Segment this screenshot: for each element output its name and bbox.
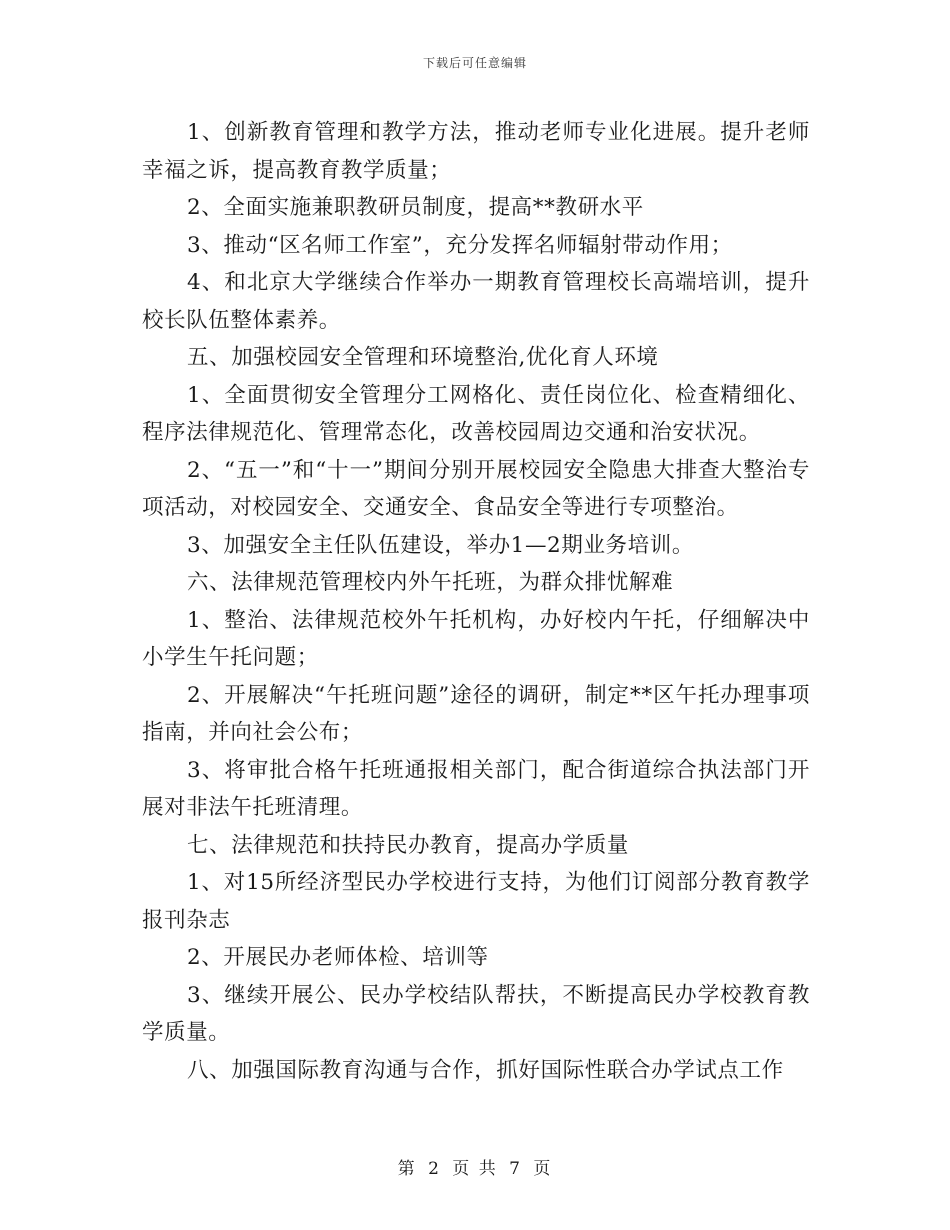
page-header: 下载后可任意编辑 xyxy=(422,56,527,70)
paragraph: 1、对15所经济型民办学校进行支持，为他们订阅部分教育教学报刊杂志 xyxy=(142,870,810,933)
paragraph: 3、将审批合格午托班通报相关部门，配合街道综合执法部门开展对非法午托班清理。 xyxy=(142,757,810,820)
paragraph: 2、“五一”和“十一”期间分别开展校园安全隐患大排查大整治专项活动，对校园安全、交通安全、食品安全等进行专项整治。 xyxy=(142,457,810,520)
section-heading: 七、法律规范和扶持民办教育，提高办学质量 xyxy=(187,832,630,858)
document-body xyxy=(142,114,810,1089)
section-heading: 六、法律规范管理校内外午托班，为群众排忧解难 xyxy=(187,570,674,595)
paragraph: 2、开展解决“午托班问题”途径的调研，制定**区午托办理事项指南，并向社会公布； xyxy=(142,682,810,745)
paragraph: 1、整治、法律规范校外午托机构，办好校内午托，仔细解决中小学生午托问题； xyxy=(142,607,810,670)
paragraph: 3、推动“区名师工作室”，充分发挥名师辐射带动作用； xyxy=(187,232,733,258)
paragraph: 3、继续开展公、民办学校结队帮扶，不断提高民办学校教育教学质量。 xyxy=(142,982,810,1045)
footer-suffix: 页 xyxy=(533,1159,553,1179)
section-heading: 五、加强校园安全管理和环境整治,优化育人环境 xyxy=(187,345,659,370)
paragraph: 3、加强安全主任队伍建设，举办1—2期业务培训。 xyxy=(187,532,694,558)
page-number: 2 xyxy=(428,1159,441,1179)
page-total: 7 xyxy=(509,1159,522,1179)
footer-prefix: 第 xyxy=(397,1159,417,1179)
paragraph: 1、全面贯彻安全管理分工网格化、责任岗位化、检查精细化、程序法律规范化、管理常态化，改善校园周边交通和治安状况。 xyxy=(142,382,810,445)
footer-middle: 页 共 xyxy=(452,1159,498,1179)
paragraph: 1、创新教育管理和教学方法，推动老师专业化进展。提升老师幸福之诉，提高教育教学质量； xyxy=(142,120,810,183)
section-heading: 八、加强国际教育沟通与合作，抓好国际性联合办学试点工作 xyxy=(187,1057,784,1083)
paragraph: 2、开展民办老师体检、培训等 xyxy=(187,945,489,970)
paragraph: 4、和北京大学继续合作举办一期教育管理校长高端培训，提升校长队伍整体素养。 xyxy=(142,270,810,333)
paragraph: 2、全面实施兼职教研员制度，提高**教研水平 xyxy=(187,195,644,220)
page-footer xyxy=(0,1154,950,1179)
